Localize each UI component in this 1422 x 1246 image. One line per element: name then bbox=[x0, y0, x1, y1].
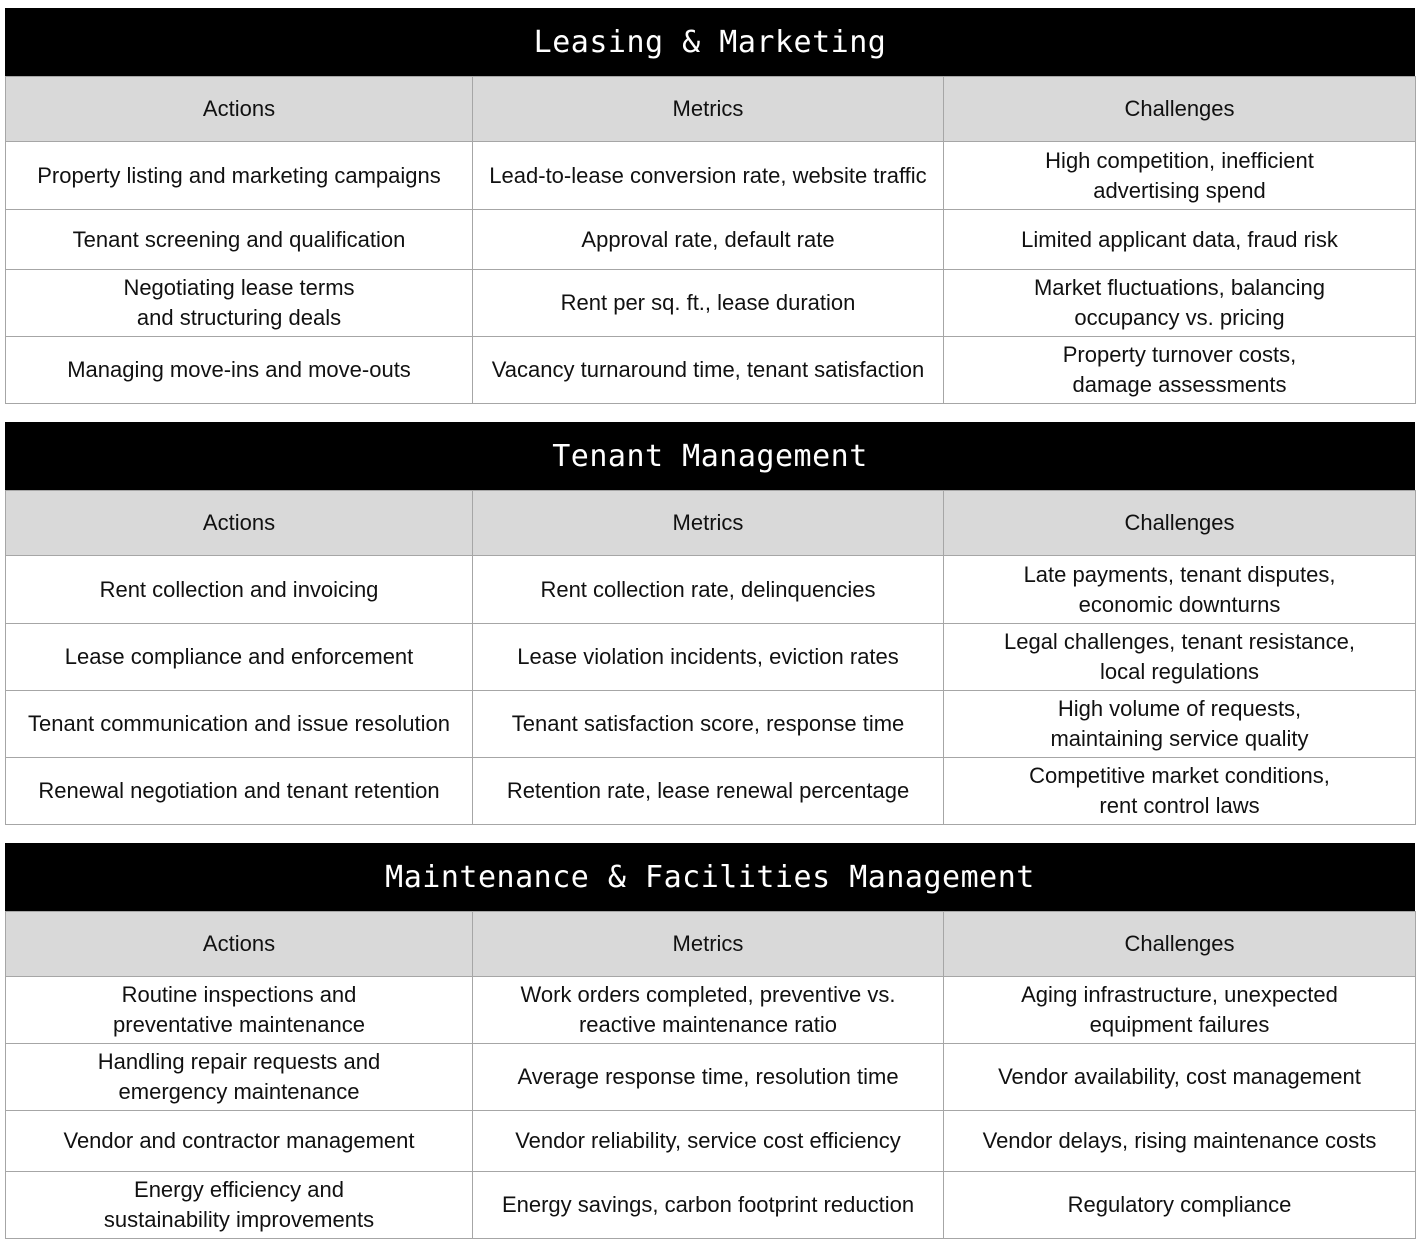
action-cell: Rent collection and invoicing bbox=[6, 556, 473, 624]
column-header-actions: Actions bbox=[6, 912, 473, 977]
section-title: Leasing & Marketing bbox=[5, 8, 1415, 76]
section-title: Tenant Management bbox=[5, 422, 1415, 490]
metric-cell: Retention rate, lease renewal percentage bbox=[473, 758, 944, 825]
table-row bbox=[6, 556, 1416, 624]
metric-cell: Rent collection rate, delinquencies bbox=[473, 556, 944, 624]
metric-cell: Vacancy turnaround time, tenant satisfaction bbox=[473, 337, 944, 404]
challenge-cell: Market fluctuations, balancing occupancy vs. pricing bbox=[944, 270, 1416, 337]
table-row bbox=[6, 624, 1416, 691]
metric-cell: Work orders completed, preventive vs. reactive maintenance ratio bbox=[473, 977, 944, 1044]
challenge-cell: Vendor delays, rising maintenance costs bbox=[944, 1111, 1416, 1172]
table-row bbox=[6, 691, 1416, 758]
table-row bbox=[6, 337, 1416, 404]
header-row bbox=[6, 491, 1416, 556]
section-title: Maintenance & Facilities Management bbox=[5, 843, 1415, 911]
challenge-cell: Aging infrastructure, unexpected equipment failures bbox=[944, 977, 1416, 1044]
table-row bbox=[6, 758, 1416, 825]
action-cell: Renewal negotiation and tenant retention bbox=[6, 758, 473, 825]
action-cell: Lease compliance and enforcement bbox=[6, 624, 473, 691]
table-row bbox=[6, 1044, 1416, 1111]
challenge-cell: High competition, inefficient advertising spend bbox=[944, 142, 1416, 210]
header-row bbox=[6, 912, 1416, 977]
challenge-cell: Competitive market conditions, rent control laws bbox=[944, 758, 1416, 825]
metric-cell: Lease violation incidents, eviction rates bbox=[473, 624, 944, 691]
section-maintenance-facilities bbox=[5, 843, 1415, 1239]
challenge-cell: Regulatory compliance bbox=[944, 1172, 1416, 1239]
section-table bbox=[5, 911, 1416, 1239]
column-header-actions: Actions bbox=[6, 491, 473, 556]
action-cell: Tenant screening and qualification bbox=[6, 210, 473, 270]
action-cell: Routine inspections and preventative maintenance bbox=[6, 977, 473, 1044]
action-cell: Tenant communication and issue resolution bbox=[6, 691, 473, 758]
challenge-cell: Limited applicant data, fraud risk bbox=[944, 210, 1416, 270]
action-cell: Property listing and marketing campaigns bbox=[6, 142, 473, 210]
section-leasing-marketing bbox=[5, 8, 1415, 404]
action-cell: Negotiating lease terms and structuring deals bbox=[6, 270, 473, 337]
table-row bbox=[6, 1111, 1416, 1172]
action-cell: Managing move-ins and move-outs bbox=[6, 337, 473, 404]
metric-cell: Approval rate, default rate bbox=[473, 210, 944, 270]
column-header-challenges: Challenges bbox=[944, 912, 1416, 977]
metric-cell: Tenant satisfaction score, response time bbox=[473, 691, 944, 758]
metric-cell: Lead-to-lease conversion rate, website traffic bbox=[473, 142, 944, 210]
challenge-cell: Late payments, tenant disputes, economic downturns bbox=[944, 556, 1416, 624]
challenge-cell: Property turnover costs, damage assessments bbox=[944, 337, 1416, 404]
metric-cell: Energy savings, carbon footprint reduction bbox=[473, 1172, 944, 1239]
challenge-cell: Vendor availability, cost management bbox=[944, 1044, 1416, 1111]
column-header-metrics: Metrics bbox=[473, 77, 944, 142]
action-cell: Energy efficiency and sustainability improvements bbox=[6, 1172, 473, 1239]
challenge-cell: Legal challenges, tenant resistance, local regulations bbox=[944, 624, 1416, 691]
table-row bbox=[6, 977, 1416, 1044]
header-row bbox=[6, 77, 1416, 142]
action-cell: Handling repair requests and emergency maintenance bbox=[6, 1044, 473, 1111]
section-table bbox=[5, 76, 1416, 404]
action-cell: Vendor and contractor management bbox=[6, 1111, 473, 1172]
section-table bbox=[5, 490, 1416, 825]
column-header-challenges: Challenges bbox=[944, 77, 1416, 142]
column-header-metrics: Metrics bbox=[473, 491, 944, 556]
column-header-metrics: Metrics bbox=[473, 912, 944, 977]
metric-cell: Average response time, resolution time bbox=[473, 1044, 944, 1111]
table-row bbox=[6, 1172, 1416, 1239]
table-row bbox=[6, 210, 1416, 270]
table-row bbox=[6, 270, 1416, 337]
challenge-cell: High volume of requests, maintaining service quality bbox=[944, 691, 1416, 758]
metric-cell: Rent per sq. ft., lease duration bbox=[473, 270, 944, 337]
metric-cell: Vendor reliability, service cost efficiency bbox=[473, 1111, 944, 1172]
column-header-actions: Actions bbox=[6, 77, 473, 142]
table-row bbox=[6, 142, 1416, 210]
section-tenant-management bbox=[5, 422, 1415, 825]
column-header-challenges: Challenges bbox=[944, 491, 1416, 556]
